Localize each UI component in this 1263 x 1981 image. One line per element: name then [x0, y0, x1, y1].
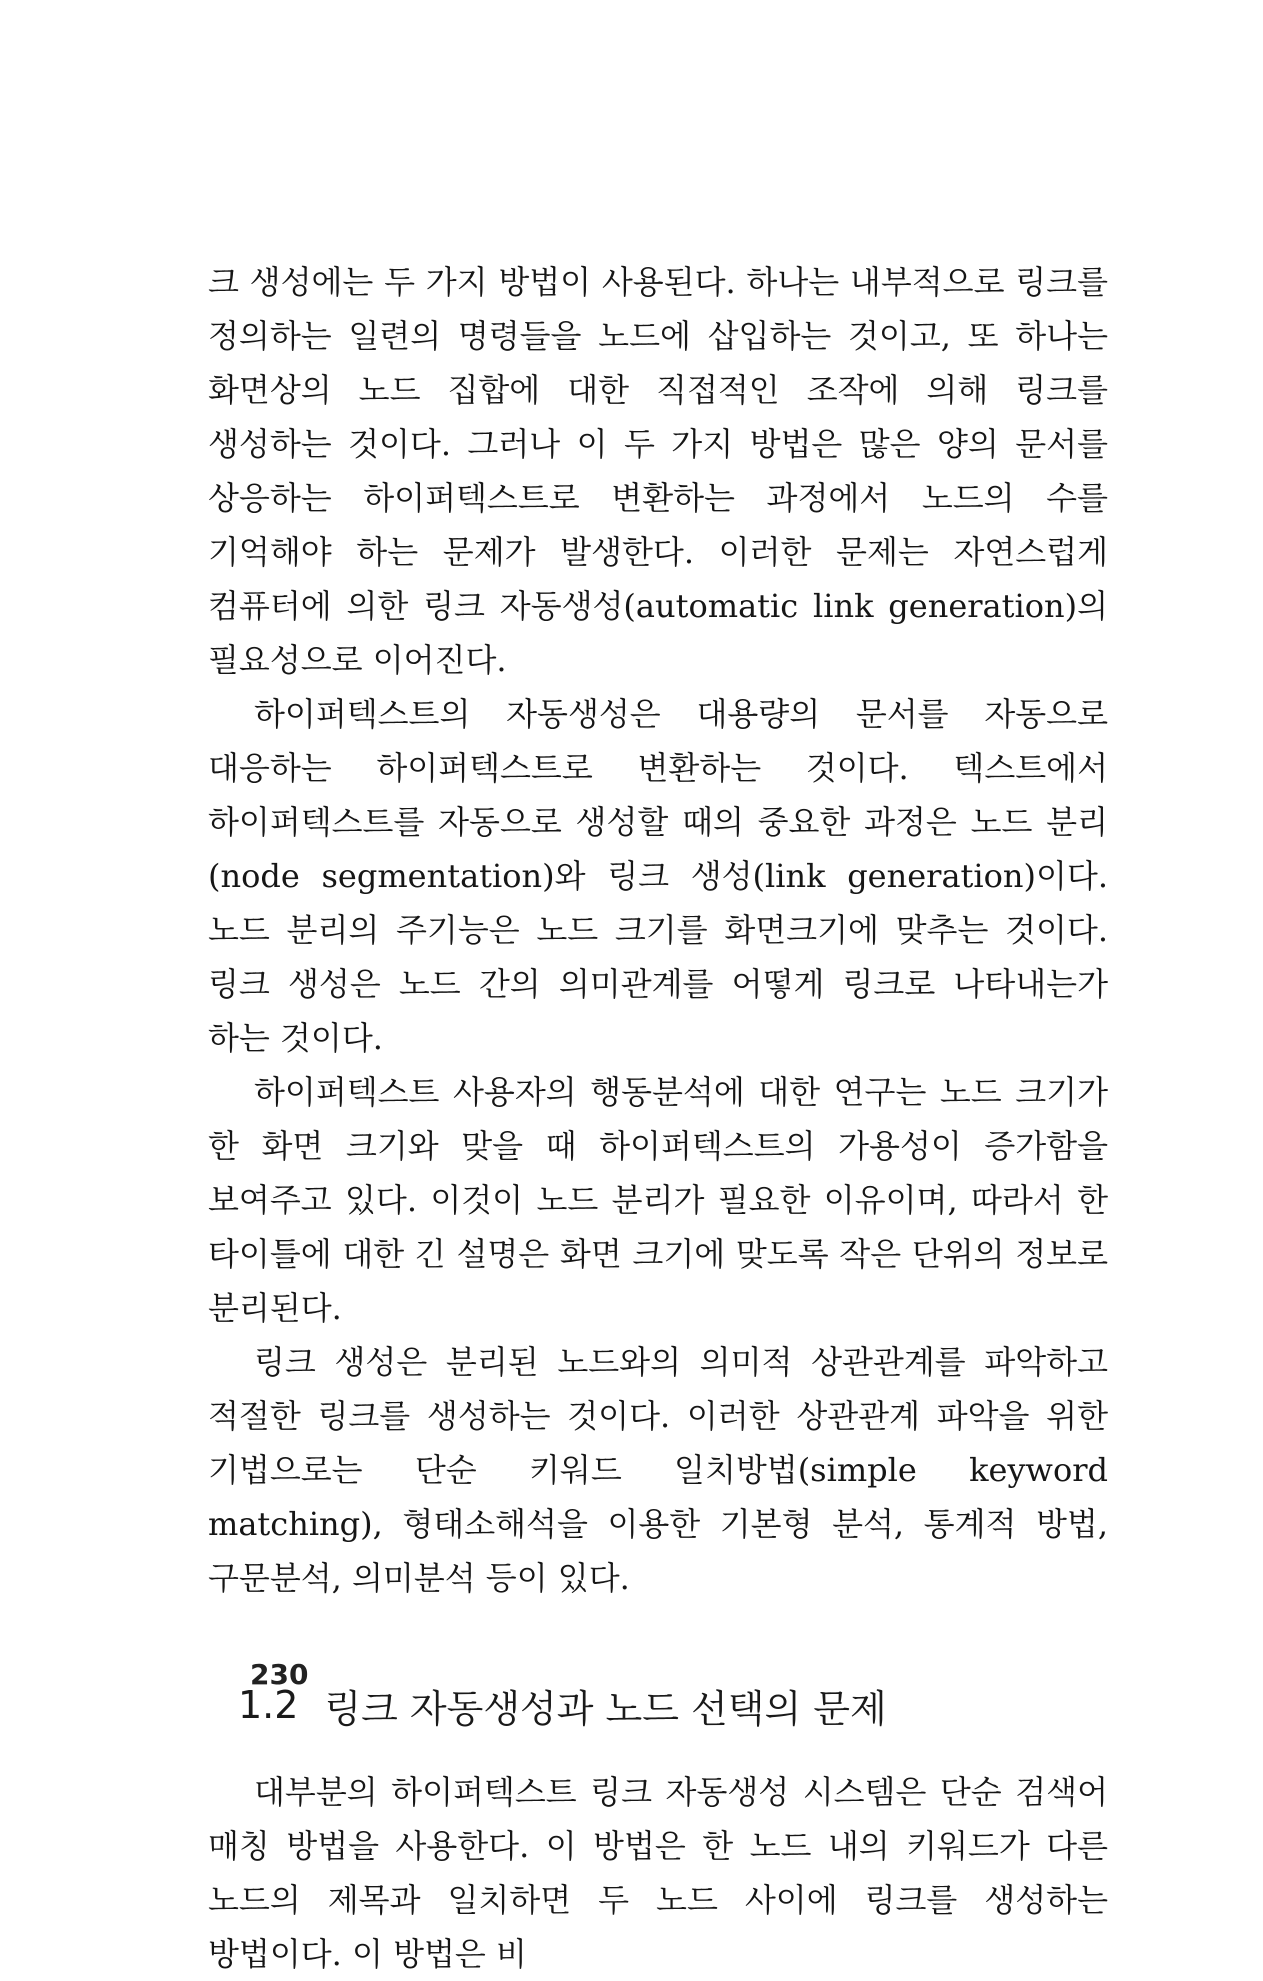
page-content	[208, 255, 1108, 1981]
paragraph-auto-hypertext: 하이퍼텍스트의 자동생성은 대용량의 문서를 자동으로 대응하는 하이퍼텍스트로 변환하는 것이다. 텍스트에서 하이퍼텍스트를 자동으로 생성할 때의 중요한 과정은 노드 분리(node segmentation)와 링크 생성(link generation)이다. 노드 분리의 주기능은 노드 크기를 화면크기에 맞추는 것이다. 링크 생성은 노드 간의 의미관계를 어떻게 링크로 나타내는가 하는 것이다.	[208, 695, 1108, 1057]
paragraph-link-methods: 크 생성에는 두 가지 방법이 사용된다. 하나는 내부적으로 링크를 정의하는 일련의 명령들을 노드에 삽입하는 것이고, 또 하나는 화면상의 노드 집합에 대한 직접적인 조작에 의해 링크를 생성하는 것이다. 그러나 이 두 가지 방법은 많은 양의 문서를 상응하는 하이퍼텍스트로 변환하는 과정에서 노드의 수를 기억해야 하는 문제가 발생한다. 이러한 문제는 자연스럽게 컴퓨터에 의한 링크 자동생성(automatic link generation)의 필요성으로 이어진다.	[208, 263, 1108, 679]
paragraph-link-generation: 링크 생성은 분리된 노드와의 의미적 상관관계를 파악하고 적절한 링크를 생성하는 것이다. 이러한 상관관계 파악을 위한 기법으로는 단순 키워드 일치방법(simple keyword matching), 형태소해석을 이용한 기본형 분석, 통계적 방법, 구문분석, 의미분석 등이 있다.	[208, 1343, 1108, 1597]
paragraph-user-behavior: 하이퍼텍스트 사용자의 행동분석에 대한 연구는 노드 크기가 한 화면 크기와 맞을 때 하이퍼텍스트의 가용성이 증가함을 보여주고 있다. 이것이 노드 분리가 필요한 이유이며, 따라서 한 타이틀에 대한 긴 설명은 화면 크기에 맞도록 작은 단위의 정보로 분리된다.	[208, 1073, 1108, 1327]
section-number: 1.2	[238, 1683, 299, 1727]
section-heading	[208, 1645, 1108, 1765]
section-title: 링크 자동생성과 노드 선택의 문제	[324, 1686, 887, 1731]
page-number: 230	[250, 1658, 309, 1691]
paragraph-keyword-matching: 대부분의 하이퍼텍스트 링크 자동생성 시스템은 단순 검색어 매칭 방법을 사용한다. 이 방법은 한 노드 내의 키워드가 다른 노드의 제목과 일치하면 두 노드 사이에 링크를 생성하는 방법이다. 이 방법은 비	[208, 1773, 1108, 1973]
